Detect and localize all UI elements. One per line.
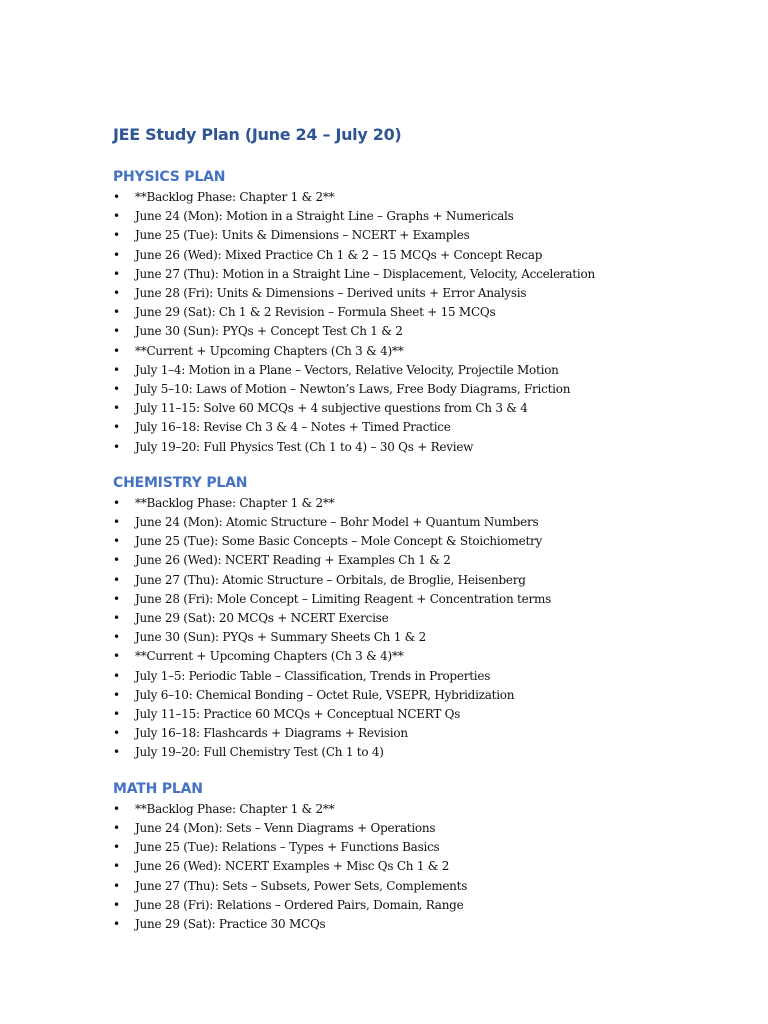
bullet-icon: • <box>113 420 120 435</box>
list-item-text: June 29 (Sat): 20 MCQs + NCERT Exercise <box>135 611 389 626</box>
list-item <box>113 246 733 265</box>
bullet-icon: • <box>113 572 120 587</box>
list-item-text: July 11–15: Solve 60 MCQs + 4 subjective questions from Ch 3 & 4 <box>135 401 528 416</box>
list-item <box>113 590 733 609</box>
list-item-text: July 11–15: Practice 60 MCQs + Conceptual NCERT Qs <box>135 707 461 722</box>
bullet-icon: • <box>113 840 120 855</box>
list-item-text: June 28 (Fri): Units & Dimensions – Derived units + Error Analysis <box>135 286 527 301</box>
document-page <box>113 122 733 949</box>
list-item <box>113 743 733 762</box>
list-item-text: June 26 (Wed): Mixed Practice Ch 1 & 2 – 15 MCQs + Concept Recap <box>135 247 543 262</box>
list-item <box>113 686 733 705</box>
list-item <box>113 628 733 647</box>
list-item <box>113 207 733 226</box>
bullet-icon: • <box>113 515 120 530</box>
list-item-text: July 1–5: Periodic Table – Classification, Trends in Properties <box>135 668 491 683</box>
sections-container <box>113 166 733 934</box>
list-item-text: July 16–18: Revise Ch 3 & 4 – Notes + Timed Practice <box>135 420 451 435</box>
math-plan-list <box>113 800 733 934</box>
list-item <box>113 188 733 207</box>
list-item <box>113 571 733 590</box>
list-item-text: June 24 (Mon): Atomic Structure – Bohr Model + Quantum Numbers <box>135 515 539 530</box>
list-item-text: June 25 (Tue): Units & Dimensions – NCERT + Examples <box>135 228 470 243</box>
list-item <box>113 667 733 686</box>
list-item-text: June 24 (Mon): Motion in a Straight Line – Graphs + Numericals <box>135 209 514 224</box>
bullet-icon: • <box>113 247 120 262</box>
bullet-icon: • <box>113 305 120 320</box>
bullet-icon: • <box>113 591 120 606</box>
list-item <box>113 532 733 551</box>
physics-plan-heading: PHYSICS PLAN <box>113 169 226 185</box>
list-item <box>113 896 733 915</box>
list-item <box>113 877 733 896</box>
list-item <box>113 494 733 513</box>
list-item <box>113 438 733 457</box>
list-item <box>113 399 733 418</box>
list-item-text: June 29 (Sat): Ch 1 & 2 Revision – Formula Sheet + 15 MCQs <box>135 305 496 320</box>
chemistry-plan-heading: CHEMISTRY PLAN <box>113 474 248 491</box>
list-item-text: July 5–10: Laws of Motion – Newton’s Laws, Free Body Diagrams, Friction <box>135 382 571 397</box>
list-item-text: June 30 (Sun): PYQs + Concept Test Ch 1 & 2 <box>135 324 403 339</box>
list-item-text: July 6–10: Chemical Bonding – Octet Rule, VSEPR, Hybridization <box>135 687 515 702</box>
bullet-icon: • <box>113 266 120 281</box>
list-item <box>113 342 733 361</box>
list-item <box>113 551 733 570</box>
list-item-text: June 26 (Wed): NCERT Examples + Misc Qs Ch 1 & 2 <box>135 859 450 874</box>
list-item-text: June 30 (Sun): PYQs + Summary Sheets Ch 1 & 2 <box>135 630 427 645</box>
list-item <box>113 800 733 819</box>
list-item <box>113 857 733 876</box>
bullet-icon: • <box>113 362 120 377</box>
list-item-text: **Backlog Phase: Chapter 1 & 2** <box>135 495 335 510</box>
bullet-icon: • <box>113 707 120 722</box>
list-item-text: **Backlog Phase: Chapter 1 & 2** <box>135 190 335 204</box>
bullet-icon: • <box>113 878 120 893</box>
bullet-icon: • <box>113 382 120 397</box>
list-item <box>113 265 733 284</box>
bullet-icon: • <box>113 897 120 912</box>
list-item-text: July 16–18: Flashcards + Diagrams + Revision <box>135 726 408 741</box>
list-item <box>113 838 733 857</box>
bullet-icon: • <box>113 668 120 683</box>
list-item <box>113 284 733 303</box>
list-item-text: June 27 (Thu): Sets – Subsets, Power Sets, Complements <box>135 878 468 893</box>
list-item <box>113 609 733 628</box>
math-plan-heading: MATH PLAN <box>113 780 203 797</box>
list-item-text: July 19–20: Full Chemistry Test (Ch 1 to 4) <box>135 745 384 760</box>
list-item-text: June 27 (Thu): Motion in a Straight Line – Displacement, Velocity, Acceleration <box>135 266 595 281</box>
list-item <box>113 915 733 934</box>
bullet-icon: • <box>113 209 120 224</box>
list-item-text: June 29 (Sat): Practice 30 MCQs <box>135 916 326 931</box>
bullet-icon: • <box>113 820 120 835</box>
list-item-text: June 28 (Fri): Mole Concept – Limiting Reagent + Concentration terms <box>135 591 551 606</box>
list-item-text: June 27 (Thu): Atomic Structure – Orbitals, de Broglie, Heisenberg <box>135 572 526 587</box>
bullet-icon: • <box>113 859 120 874</box>
list-item <box>113 724 733 743</box>
list-item-text: June 26 (Wed): NCERT Reading + Examples Ch 1 & 2 <box>135 553 451 568</box>
bullet-icon: • <box>113 401 120 416</box>
bullet-icon: • <box>113 801 120 816</box>
bullet-icon: • <box>113 916 120 931</box>
bullet-icon: • <box>113 286 120 301</box>
physics-plan-list <box>113 188 733 457</box>
list-item <box>113 647 733 666</box>
list-item <box>113 322 733 341</box>
bullet-icon: • <box>113 190 120 204</box>
list-item <box>113 513 733 532</box>
list-item <box>113 303 733 322</box>
bullet-icon: • <box>113 495 120 510</box>
bullet-icon: • <box>113 343 120 358</box>
list-item-text: June 24 (Mon): Sets – Venn Diagrams + Operations <box>135 820 436 835</box>
bullet-icon: • <box>113 439 120 454</box>
list-item <box>113 380 733 399</box>
list-item-text: July 19–20: Full Physics Test (Ch 1 to 4) – 30 Qs + Review <box>135 439 474 454</box>
list-item-text: June 25 (Tue): Some Basic Concepts – Mole Concept & Stoichiometry <box>135 534 543 549</box>
list-item-text: **Current + Upcoming Chapters (Ch 3 & 4)** <box>135 649 404 664</box>
list-item-text: June 28 (Fri): Relations – Ordered Pairs, Domain, Range <box>135 897 464 912</box>
bullet-icon: • <box>113 745 120 760</box>
list-item-text: **Backlog Phase: Chapter 1 & 2** <box>135 801 335 816</box>
bullet-icon: • <box>113 649 120 664</box>
bullet-icon: • <box>113 630 120 645</box>
bullet-icon: • <box>113 553 120 568</box>
bullet-icon: • <box>113 611 120 626</box>
list-item <box>113 705 733 724</box>
document-title: JEE Study Plan (June 24 – July 20) <box>113 125 402 144</box>
list-item <box>113 819 733 838</box>
bullet-icon: • <box>113 324 120 339</box>
bullet-icon: • <box>113 726 120 741</box>
chemistry-plan-list <box>113 494 733 763</box>
list-item <box>113 418 733 437</box>
list-item-text: July 1–4: Motion in a Plane – Vectors, Relative Velocity, Projectile Motion <box>135 362 559 377</box>
bullet-icon: • <box>113 228 120 243</box>
bullet-icon: • <box>113 687 120 702</box>
bullet-icon: • <box>113 534 120 549</box>
list-item-text: June 25 (Tue): Relations – Types + Functions Basics <box>135 840 440 855</box>
list-item-text: **Current + Upcoming Chapters (Ch 3 & 4)** <box>135 343 404 358</box>
list-item <box>113 226 733 245</box>
list-item <box>113 361 733 380</box>
